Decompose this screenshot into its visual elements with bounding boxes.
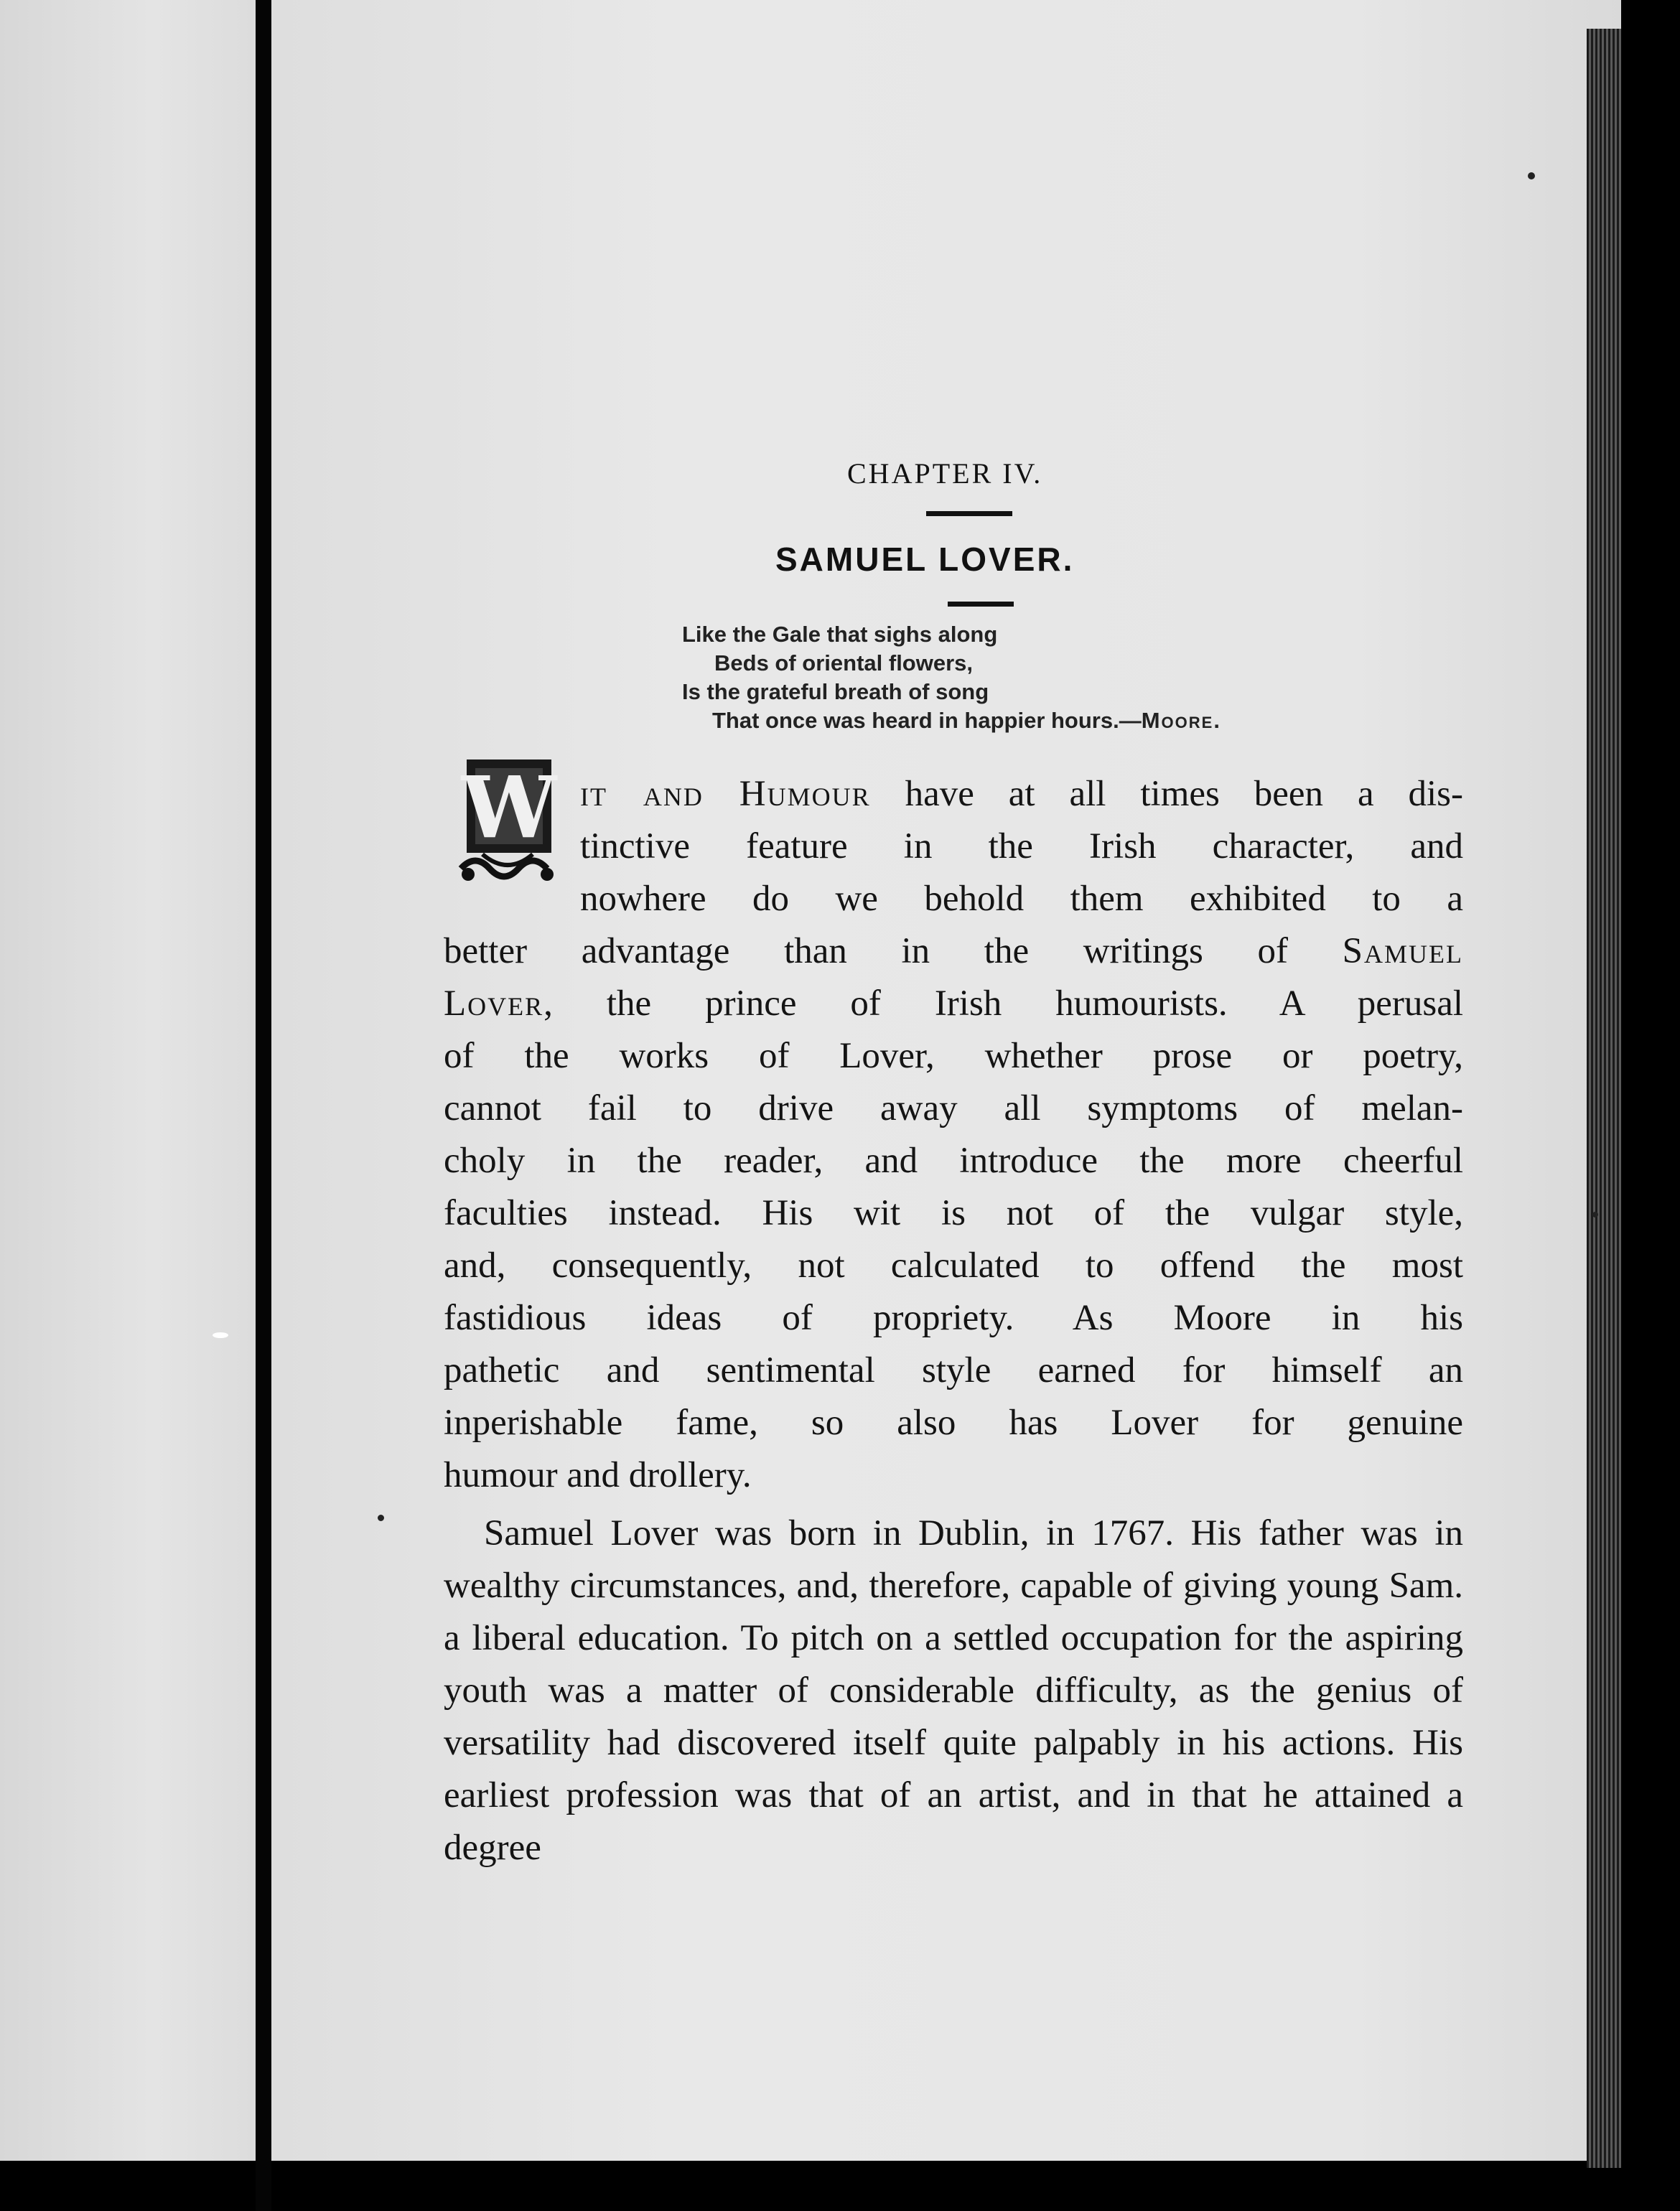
- text-line: cannot fail to drive away all symptoms of melan-: [444, 1088, 1463, 1128]
- text-run: , the prince of Irish humourists. A perusal: [543, 983, 1463, 1024]
- epigraph-line: [682, 706, 1221, 735]
- dropcap-letter: W: [461, 757, 557, 857]
- text-line: choly in the reader, and introduce the more cheerful: [444, 1141, 1463, 1181]
- epigraph-line: Beds of oriental flowers,: [714, 650, 974, 676]
- text-line: faculties instead. His wit is not of the vulgar style,: [444, 1193, 1463, 1233]
- epigraph-line: Is the grateful breath of song: [682, 679, 989, 704]
- chapter-title: SAMUEL LOVER.: [775, 541, 1075, 578]
- ink-speck: [378, 1515, 384, 1521]
- ink-speck: [1528, 172, 1535, 179]
- text-line: [444, 925, 1463, 978]
- text-line: inperishable fame, so also has Lover for genuine: [444, 1403, 1463, 1443]
- small-caps-run: Samuel: [1342, 931, 1463, 971]
- text-line: and, consequently, not calculated to offend the most: [444, 1245, 1463, 1286]
- ink-speck: [1592, 1212, 1598, 1217]
- text-run: have at all times been a dis-: [870, 774, 1463, 814]
- epigraph-line: Like the Gale that sighs along: [682, 622, 998, 647]
- text-line: humour and drollery.: [444, 1455, 752, 1495]
- text-line: tinctive feature in the Irish character, and: [580, 826, 1463, 866]
- ink-speck: [213, 1332, 228, 1338]
- page-edge-stack: [1587, 29, 1621, 2168]
- paragraph-1: [444, 768, 1463, 1502]
- small-caps-run: it and Humour: [580, 774, 871, 814]
- epigraph-author: Moore.: [1141, 708, 1221, 733]
- text-line: fastidious ideas of propriety. As Moore in his: [444, 1298, 1463, 1338]
- paragraph-2: Samuel Lover was born in Dublin, in 1767. His father was in wealthy circumstances, and, therefore, capable of giving young Sam. a liberal education. To pitch on a settled occupation for the aspiring youth was a matter of considerable difficulty, as the genius of versatility had discovered itself quite palpably in his actions. His earliest profession was that of an artist, and in that he attained a degree: [444, 1513, 1463, 1868]
- epigraph: [682, 620, 1221, 735]
- text-line: pathetic and sentimental style earned for himself an: [444, 1350, 1463, 1390]
- epigraph-last-line: That once was heard in happier hours.—: [712, 708, 1142, 733]
- book-gutter: [256, 0, 271, 2211]
- text-line: nowhere do we behold them exhibited to a: [580, 879, 1463, 919]
- text-line: [444, 978, 1463, 1030]
- left-page-margin: [0, 0, 256, 2161]
- small-caps-run: Lover: [444, 983, 544, 1024]
- text-run: better advantage than in the writings of: [444, 931, 1343, 971]
- chapter-heading: CHAPTER IV.: [847, 457, 1043, 490]
- heading-rule-top: [926, 511, 1012, 516]
- body-text: [444, 768, 1463, 1874]
- text-line: [444, 768, 1463, 821]
- heading-rule-bottom: [948, 602, 1014, 607]
- text-line: of the works of Lover, whether prose or poetry,: [444, 1036, 1463, 1076]
